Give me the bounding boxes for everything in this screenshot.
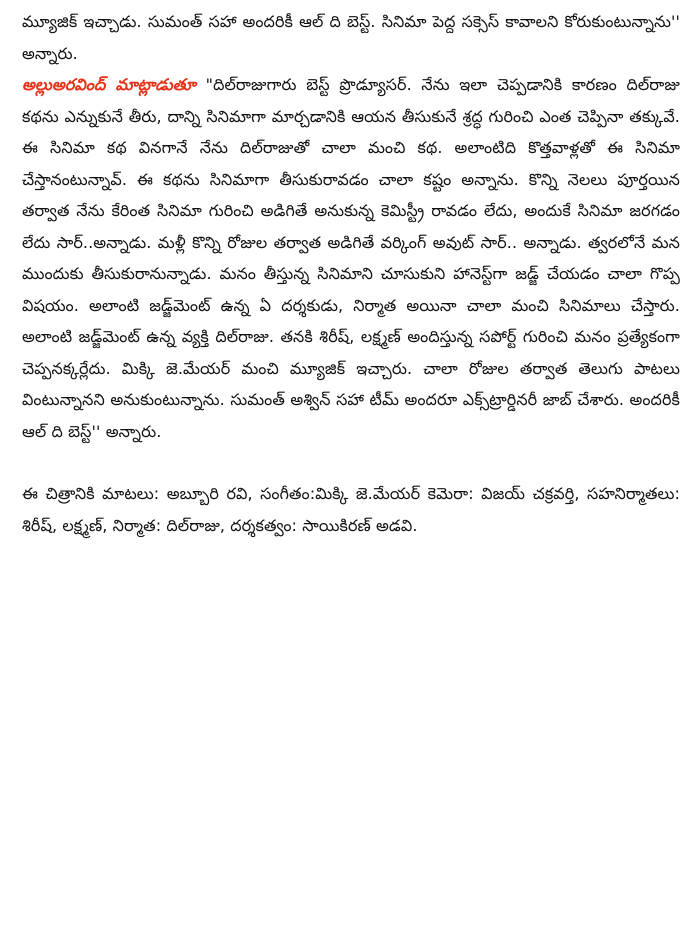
speaker-name: అల్లుఅరవింద్ మాట్లాడుతూ (22, 75, 196, 94)
paragraph-credits: ఈ చిత్రానికి మాటలు: అబ్బూరి రవి, సంగీతం:మిక్కి జె.మేయర్ కెమెరా: విజయ్ చక్రవర్తి, సహనిర్మాతలు: శిరీష్, లక్ష్మణ్, నిర్మాత: దిల్‌రాజు, దర్శకత్వం: సాయికిరణ్ అడవి. (22, 484, 680, 535)
paragraph-closing-quote: మ్యూజిక్ ఇచ్చాడు. సుమంత్ సహా అందరికీ ఆల్ ది బెస్ట్. సినిమా పెద్ద సక్సెస్ కావాలని కోరుకుంటున్నాను'' అన్నారు. (22, 12, 680, 63)
speech-text: "దిల్‌రాజుగారు బెస్ట్ ప్రొడ్యూసర్. నేను ఇలా చెప్పడానికి కారణం దిల్‌రాజు కథను ఎన్నుకునే తీరు, దాన్ని సినిమాగా మార్చడానికి ఆయన తీసుకునే శ్రద్ధ గురించి ఎంత చెప్పినా తక్కువే. ఈ సినిమా కథ వినగానే నేను దిల్‌రాజుతో చాలా మంచి కథ. అలాంటిది కొత్తవాళ్లతో ఈ సినిమా చేస్తానంటున్నావ్. ఈ కథను సినిమాగా తీసుకురావడం చాలా కష్టం అన్నాను. కొన్ని నెలలు పూర్తయిన తర్వాత నేను కేరింత సినిమా గురించి అడిగితే అనుకున్న కెమిస్ట్రీ రావడం లేదు, అందుకే సినిమా జరగడం లేదు సార్..అన్నాడు. మళ్లీ కొన్ని రోజుల తర్వాత అడిగితే వర్కింగ్ అవుట్ సార్.. అన్నాడు. త్వరలోనే మన ముందుకు తీసుకురానున్నాడు. మనం తీస్తున్న సినిమాని చూసుకుని హానెస్ట్‌గా జడ్జ్ చేయడం చాలా గొప్ప విషయం. అలాంటి జడ్జ్‌మెంట్ ఉన్న ఏ దర్శకుడు, నిర్మాత అయినా చాలా మంచి సినిమాలు చేస్తారు. అలాంటి జడ్జ్‌మెంట్ ఉన్న వ్యక్తి దిల్‌రాజు. తనకి శిరీష్, లక్ష్మణ్ అందిస్తున్న సపోర్ట్ గురించి మనం ప్రత్యేకంగా చెప్పనక్కర్లేదు. మిక్కి జె.మేయర్ మంచి మ్యూజిక్ ఇచ్చారు. చాలా రోజుల తర్వాత తెలుగు పాటలు వింటున్నానని అనుకుంటున్నాను. సుమంత్ అశ్విన్ సహా టీమ్ అందరూ ఎక్స్‌ట్రార్డినరీ జాబ్ చేశారు. అందరికీ ఆల్ ది బెస్ట్'' అన్నారు. (22, 75, 680, 441)
paragraph-allu-aravind-speech (22, 69, 680, 447)
